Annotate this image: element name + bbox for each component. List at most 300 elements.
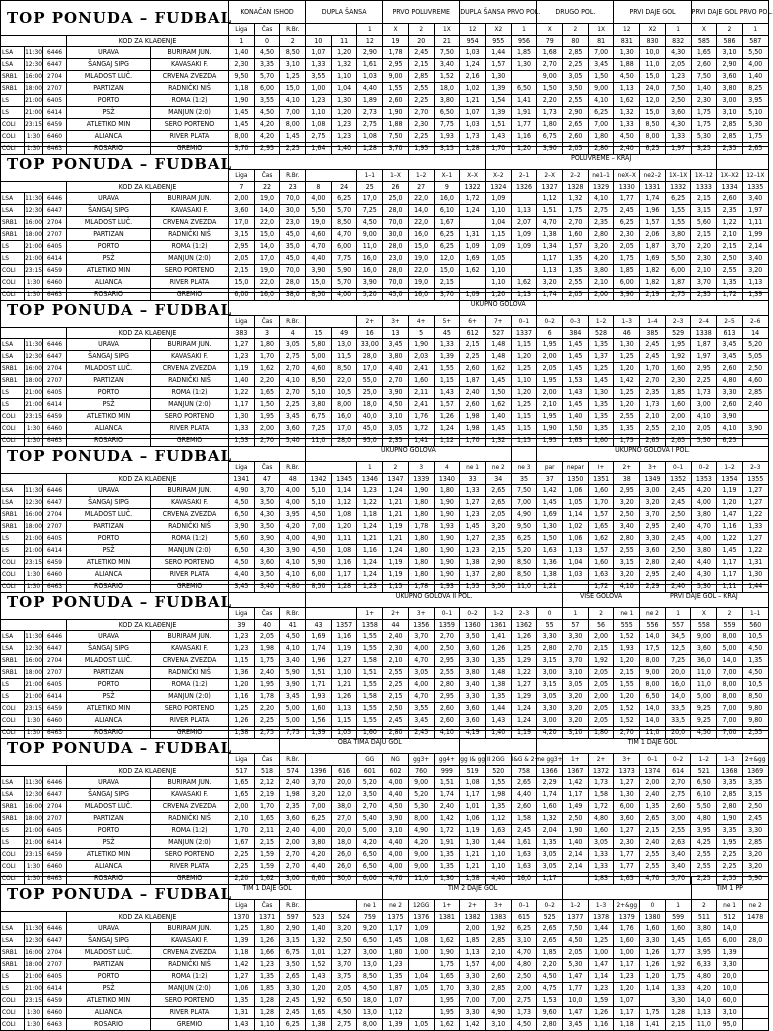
odds-value: 1,27 [614,825,640,837]
odds-value: 2,55 [717,873,743,885]
odds-value: 1,24 [434,423,460,435]
bet-code: 1333 [691,182,717,193]
bet-code: 5 [408,328,434,339]
odds-value: 15,0 [254,229,280,241]
market-group-label: PRVO POLUVREME [383,1,460,24]
match-number: 6446 [43,777,67,789]
odds-value: 20,0 [331,777,357,789]
odds-value: 7,00 [511,497,537,509]
odds-value: 1,09 [511,241,537,253]
odds-value: 2,50 [665,509,691,521]
odds-value: 1,23 [665,71,691,83]
odds-value: 7,00 [306,801,332,813]
odds-value: 8,50 [280,47,306,59]
odds-value: 1,62 [434,1019,460,1031]
match-league: LS [1,971,25,983]
odds-value: 1,40 [563,837,589,849]
odds-value: 1,45 [563,351,589,363]
col-blank [306,316,357,328]
odds-value: 2,05 [537,363,563,375]
home-team: URAVA [67,47,151,59]
odds-value: 2,80 [537,1019,563,1031]
odds-value: 1,62 [254,363,280,375]
odds-value: 3,20 [331,923,357,935]
odds-value: 2,05 [229,253,255,265]
home-team: ŠANGAJ SIPG [67,351,151,363]
odds-value: 3,35 [254,59,280,71]
away-team: CRVENA ZVEZDA [151,363,229,375]
home-team: ROSARIO [67,435,151,447]
odds-value: 2,10 [383,655,409,667]
match-number: 6414 [43,691,67,703]
odds-value: 1,17 [229,399,255,411]
odds-value: 1,90 [563,825,589,837]
bet-code: 37 [537,474,563,485]
odds-value: 1,72 [434,825,460,837]
match-time: 21:00 [25,545,43,557]
match-row [1,363,769,375]
odds-value: 2,30 [614,229,640,241]
odds-value: 1,91 [434,837,460,849]
odds-value: 6,25 [306,813,332,825]
bet-code: 1345 [331,474,357,485]
match-time: 11:30 [25,923,43,935]
section-title: TOP PONUDA – FUDBAL [1,293,229,328]
odds-value: 1,45 [563,363,589,375]
odds-value: 2,15 [229,265,255,277]
odds-value: 3,50 [280,959,306,971]
odds-section [0,730,768,882]
bet-type-header: X [537,24,563,36]
odds-value: 1,40 [306,923,332,935]
odds-value: 3,40 [614,521,640,533]
home-team: PARTIZAN [67,375,151,387]
odds-value: 1,59 [254,861,280,873]
odds-value: 6,25 [665,193,691,205]
odds-value: 3,45 [383,339,409,351]
odds-value: 1,90 [434,509,460,521]
odds-value: 2,80 [383,727,409,739]
odds-value: 5,60 [229,533,255,545]
odds-value: 6,50 [640,691,666,703]
odds-value: 1,26 [511,631,537,643]
match-number: 6463 [43,581,67,593]
odds-value: 33,00 [357,339,383,351]
odds-value: 1,98 [460,423,486,435]
odds-value: 13,0 [357,959,383,971]
bet-code: 1351 [588,474,614,485]
odds-value: 1,63 [563,435,589,447]
away-team: RIVER PLATA [151,569,229,581]
match-row [1,1007,769,1019]
match-row [1,533,769,545]
market-group-label: UKUPNO GOLOVA II POL. [306,585,563,608]
away-team: ROMA (1:2) [151,971,229,983]
odds-value: 8,00 [717,679,743,691]
odds-value: 3,60 [460,715,486,727]
odds-value: 8,00 [640,131,666,143]
odds-value: 1,26 [229,715,255,727]
odds-value: 2,50 [742,801,768,813]
match-league: LS [1,545,25,557]
odds-value: 6,00 [717,935,743,947]
odds-value: 1,20 [485,289,511,301]
bet-code: 1379 [614,912,640,923]
home-team: ŠANGAJ SIPG [67,789,151,801]
bet-code: 45 [434,328,460,339]
odds-value: 2,45 [665,497,691,509]
odds-value: 5,50 [691,435,717,447]
odds-value: 1,62 [485,399,511,411]
bet-type-header: 12–1X [742,170,768,182]
odds-value: 2,15 [485,545,511,557]
home-team: PORTO [67,971,151,983]
odds-value: 2,07 [511,217,537,229]
match-time: 18:00 [25,959,43,971]
bet-type-header: 2GG [485,754,511,766]
odds-value: 2,85 [717,131,743,143]
match-row [1,241,769,253]
bet-code: 47 [254,474,280,485]
match-row [1,497,769,509]
away-team: MANJUN (2:0) [151,691,229,703]
match-number: 6446 [43,193,67,205]
odds-value: 1,95 [254,411,280,423]
odds-value: 2,15 [254,837,280,849]
odds-value: 2,50 [563,813,589,825]
odds-value: 4,50 [742,667,768,679]
odds-value: 6,33 [691,959,717,971]
odds-value: 1,72 [408,423,434,435]
odds-value: 1,55 [357,715,383,727]
odds-value: 17,0 [357,193,383,205]
odds-value: 23,0 [280,217,306,229]
col-liga: Liga [229,170,255,182]
odds-value: 2,00 [254,423,280,435]
odds-value: 1,14 [563,509,589,521]
match-league: COLI [1,265,25,277]
odds-value: 7,75 [331,253,357,265]
code-spacer [1,182,67,193]
odds-value: 1,16 [331,557,357,569]
odds-value: 7,75 [280,727,306,739]
odds-value: 3,15 [229,229,255,241]
odds-value: 14,0 [640,631,666,643]
odds-value: 1,28 [331,581,357,593]
bet-code: 21 [434,36,460,47]
odds-value: 4,00 [383,849,409,861]
odds-value: 1,00 [614,947,640,959]
odds-value: 1,20 [614,655,640,667]
odds-value: 1,23 [357,581,383,593]
bet-type-header: 3+ [383,316,409,328]
match-number: 6447 [43,497,67,509]
bet-code: 6 [537,328,563,339]
odds-value: 1,50 [537,533,563,545]
away-team: GREMIO [151,873,229,885]
odds-value: 2,10 [640,411,666,423]
bet-code: 1334 [717,182,743,193]
odds-value: 2,15 [383,691,409,703]
odds-value: 1,75 [614,253,640,265]
odds-value: 1,47 [563,1007,589,1019]
bet-code: 1342 [306,474,332,485]
odds-value: 12,0 [640,95,666,107]
match-time: 1:30 [25,873,43,885]
col-liga: Liga [229,608,255,620]
odds-value: 6,00 [665,265,691,277]
odds-value: 7,50 [383,131,409,143]
away-team: CRVENA ZVEZDA [151,801,229,813]
odds-value: 4,00 [280,497,306,509]
odds-value: 6,50 [331,995,357,1007]
match-number: 6414 [43,399,67,411]
col-cas: Čas [254,462,280,474]
bet-code: 614 [665,766,691,777]
odds-value: 1,80 [537,119,563,131]
odds-value: 15,0 [229,277,255,289]
odds-value: 7,75 [434,119,460,131]
bet-type-header: ne 2 [640,608,666,620]
odds-value: 1,35 [588,399,614,411]
odds-value [511,265,537,277]
odds-value: 1,45 [563,339,589,351]
odds-value: 2,45 [640,339,666,351]
odds-value: 3,15 [434,143,460,155]
odds-value: 1,07 [614,995,640,1007]
bet-code: 1346 [357,474,383,485]
odds-value: 6,10 [434,205,460,217]
odds-value: 1,17 [717,569,743,581]
odds-value: 4,40 [306,253,332,265]
odds-value: 1,52 [614,715,640,727]
market-group-label [511,439,537,462]
home-team: PSŽ [67,253,151,265]
odds-value: 2,15 [588,643,614,655]
bet-type-header: 2+ [357,316,383,328]
odds-value: 2,65 [563,119,589,131]
odds-value: 2,00 [537,351,563,363]
code-spacer [1,620,67,631]
odds-value: 28,0 [383,241,409,253]
home-team: ŠANGAJ SIPG [67,59,151,71]
odds-value: 2,55 [563,95,589,107]
odds-value: 1,17 [563,789,589,801]
odds-value: 18,0 [357,399,383,411]
odds-value: 5,10 [742,107,768,119]
odds-value: 1,15 [229,655,255,667]
odds-value: 1,07 [383,995,409,1007]
bet-code: 1478 [742,912,768,923]
odds-value: 3,80 [306,399,332,411]
odds-value: 6,25 [280,1019,306,1031]
odds-value: 1,13 [460,947,486,959]
match-row [1,193,769,205]
odds-value: 1,35 [640,801,666,813]
odds-value: 3,05 [588,837,614,849]
bet-code: 39 [229,620,255,631]
bet-type-header: 1X–X2 [717,170,743,182]
match-league: SRB1 [1,959,25,971]
odds-value: 2,40 [665,521,691,533]
match-time: 1:30 [25,1019,43,1031]
odds-value: 1,19 [383,521,409,533]
odds-value: 1,17 [383,923,409,935]
away-team: BURIRAM JUN. [151,193,229,205]
odds-value: 3,00 [537,715,563,727]
odds-value: 1,24 [511,715,537,727]
odds-value: 1,56 [306,715,332,727]
odds-value: 2,15 [614,667,640,679]
odds-value: 1,65 [254,813,280,825]
odds-value: 2,70 [280,363,306,375]
odds-value: 2,80 [717,801,743,813]
away-team: RADNIČKI NIŠ [151,813,229,825]
bet-code: 1371 [254,912,280,923]
match-league: COLI [1,131,25,143]
match-number: 6405 [43,387,67,399]
bet-type-header: 1–3 [717,754,743,766]
match-league: COLI [1,703,25,715]
odds-value: 2,85 [717,789,743,801]
odds-value: 2,80 [434,679,460,691]
odds-value: 1,21 [331,679,357,691]
odds-value: 3,20 [563,703,589,715]
odds-value: 1,80 [383,947,409,959]
odds-value: 1,27 [331,655,357,667]
odds-value: 1,48 [485,339,511,351]
odds-value: 5,20 [742,339,768,351]
odds-value: 2,40 [665,581,691,593]
away-team: BURIRAM JUN. [151,339,229,351]
odds-value: 1,03 [563,569,589,581]
bet-code: 830 [640,36,666,47]
odds-section [0,876,768,1028]
odds-value: 2,25 [280,399,306,411]
odds-value: 1,21 [537,581,563,593]
bet-type-header: 3+ [614,754,640,766]
odds-value: 1,17 [537,873,563,885]
odds-value: 7,00 [717,667,743,679]
odds-value: 2,85 [485,935,511,947]
odds-value: 2,45 [408,727,434,739]
match-time: 11:30 [25,47,43,59]
match-row [1,375,769,387]
odds-value: 2,05 [331,983,357,995]
odds-value: 4,10 [588,193,614,205]
odds-value: 7,50 [434,47,460,59]
odds-value: 11,0 [691,1019,717,1031]
odds-value: 9,25 [691,715,717,727]
home-team: ATLETIKO MIN [67,995,151,1007]
match-league: COLI [1,1007,25,1019]
bet-type-header: 0–1 [434,608,460,620]
odds-value: 2,70 [408,107,434,119]
bet-code: 523 [306,912,332,923]
odds-value: 2,55 [717,265,743,277]
odds-value: 1,10 [485,205,511,217]
match-league: COLI [1,411,25,423]
odds-value: 18,0 [357,995,383,1007]
odds-value: 2,14 [742,241,768,253]
odds-value: 9,80 [742,715,768,727]
odds-value: 3,90 [614,289,640,301]
home-team: PARTIZAN [67,229,151,241]
home-team: ATLETIKO MIN [67,119,151,131]
bet-type-header: X [691,608,717,620]
match-row [1,277,769,289]
odds-value: 40,0 [357,411,383,423]
odds-value: 2,60 [383,95,409,107]
odds-value: 1,72 [588,801,614,813]
bet-type-header: 0 [640,900,666,912]
match-time: 21:00 [25,107,43,119]
odds-value: 1,87 [460,375,486,387]
odds-value: 1,78 [408,521,434,533]
odds-value: 2,30 [229,59,255,71]
odds-value: 1,52 [614,703,640,715]
odds-value: 1,45 [229,119,255,131]
odds-value: 2,15 [691,229,717,241]
odds-value: 4,20 [408,837,434,849]
odds-value: 1,80 [408,557,434,569]
odds-value: 1,15 [511,411,537,423]
odds-value: 4,50 [614,131,640,143]
odds-value: 1,38 [229,727,255,739]
odds-value: 4,90 [408,825,434,837]
odds-value: 1,59 [588,995,614,1007]
odds-value: 2,15 [691,193,717,205]
match-time: 1:30 [25,423,43,435]
odds-value: 16,0 [357,265,383,277]
bet-type-header: 2–2 [563,170,589,182]
bet-type-header: ne gg3+ [537,754,563,766]
odds-value: 3,50 [563,83,589,95]
odds-value: 1,92 [306,995,332,1007]
away-team: CRVENA ZVEZDA [151,217,229,229]
odds-value: 3,05 [383,423,409,435]
home-team: ROSARIO [67,143,151,155]
odds-value: 1,27 [742,497,768,509]
odds-value: 1,18 [357,509,383,521]
match-row [1,411,769,423]
home-team: PARTIZAN [67,521,151,533]
odds-value: 1,75 [563,205,589,217]
match-number: 6459 [43,557,67,569]
odds-value: 4,00 [383,861,409,873]
home-team: PSŽ [67,837,151,849]
odds-value: 1,27 [331,947,357,959]
odds-value: 1,23 [254,959,280,971]
odds-value: 2,55 [691,861,717,873]
odds-value: 1,35 [614,423,640,435]
odds-value [742,1007,768,1019]
odds-value: 3,30 [460,655,486,667]
match-row [1,789,769,801]
odds-value: 24,0 [640,83,666,95]
match-row [1,521,769,533]
odds-value: 1,30 [537,521,563,533]
odds-value: 5,70 [331,205,357,217]
match-league: LSA [1,923,25,935]
odds-value: 3,15 [691,205,717,217]
odds-value: 3,60 [280,423,306,435]
odds-value: 1,40 [485,411,511,423]
bet-code: 559 [717,620,743,631]
odds-value: 20,0 [665,727,691,739]
bet-code: 13 [383,328,409,339]
odds-value: 2,05 [563,289,589,301]
